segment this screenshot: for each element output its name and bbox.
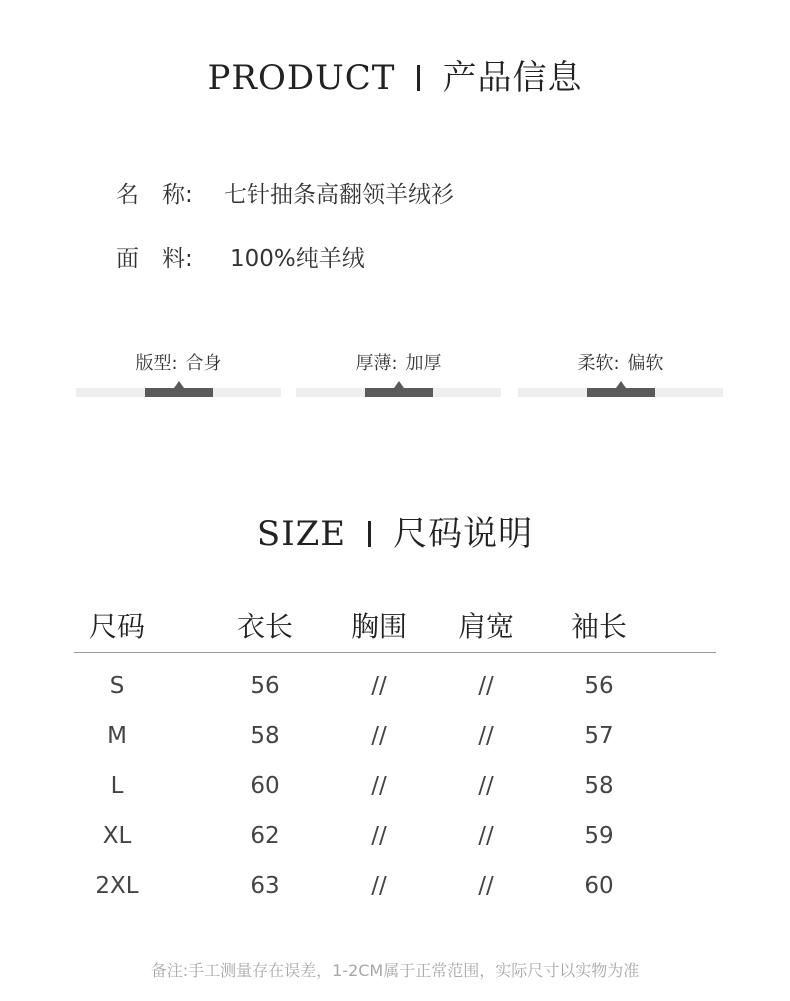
attribute-text xyxy=(518,350,723,378)
attribute-value: 加厚 xyxy=(405,353,442,374)
attribute-indicator xyxy=(587,388,655,397)
attribute-track xyxy=(296,388,501,397)
table-row xyxy=(74,661,716,711)
info-row-fabric xyxy=(116,240,365,273)
attribute-thickness xyxy=(296,350,501,397)
table-cell: // xyxy=(478,673,494,699)
attribute-value: 合身 xyxy=(185,353,222,374)
info-value: 七针抽条高翻领羊绒衫 xyxy=(224,182,454,208)
info-label: 面 料: xyxy=(116,246,193,272)
attribute-track xyxy=(518,388,723,397)
attribute-value: 偏软 xyxy=(627,353,664,374)
table-cell: 57 xyxy=(584,723,614,749)
title-divider xyxy=(417,65,420,91)
table-cell: XL xyxy=(102,823,132,849)
product-section-title xyxy=(0,50,790,99)
info-value: 100%纯羊绒 xyxy=(230,246,365,272)
table-cell: 60 xyxy=(250,773,280,799)
header-cell: 胸围 xyxy=(350,610,407,643)
header-cell: 衣长 xyxy=(236,610,293,643)
info-label: 名 称: xyxy=(116,182,193,208)
info-row-name xyxy=(116,176,454,209)
attribute-softness xyxy=(518,350,723,397)
table-cell: 2XL xyxy=(95,873,139,899)
table-cell: 58 xyxy=(250,723,280,749)
table-cell: // xyxy=(371,673,387,699)
table-cell: 58 xyxy=(584,773,614,799)
table-cell: L xyxy=(110,773,124,799)
attribute-fit xyxy=(76,350,281,397)
table-row xyxy=(74,861,716,911)
table-header xyxy=(74,598,716,653)
table-cell: 60 xyxy=(584,873,614,899)
product-title-cn: 产品信息 xyxy=(442,58,583,98)
size-section-title xyxy=(0,506,790,555)
table-cell: 62 xyxy=(250,823,280,849)
attribute-text xyxy=(76,350,281,378)
header-cell: 肩宽 xyxy=(457,610,514,643)
table-row xyxy=(74,761,716,811)
header-cell: 袖长 xyxy=(570,610,627,643)
table-cell: // xyxy=(371,723,387,749)
size-title-en: SIZE xyxy=(256,514,347,554)
size-title-cn: 尺码说明 xyxy=(393,514,534,554)
table-cell: 56 xyxy=(250,673,280,699)
attribute-text xyxy=(296,350,501,378)
table-cell: M xyxy=(107,723,127,749)
table-cell: S xyxy=(109,673,125,699)
table-cell: // xyxy=(371,873,387,899)
attribute-indicator xyxy=(145,388,213,397)
measurement-note: 备注:手工测量存在误差，1-2CM属于正常范围，实际尺寸以实物为准 xyxy=(150,961,640,980)
attribute-label: 厚薄: xyxy=(355,353,398,374)
size-table xyxy=(74,598,716,911)
table-row xyxy=(74,811,716,861)
attribute-indicator xyxy=(365,388,433,397)
table-cell: // xyxy=(478,723,494,749)
table-cell: // xyxy=(478,873,494,899)
attribute-label: 柔软: xyxy=(577,353,620,374)
title-divider xyxy=(368,521,371,547)
table-cell: // xyxy=(478,823,494,849)
attribute-label: 版型: xyxy=(135,353,178,374)
table-cell: // xyxy=(371,823,387,849)
table-row xyxy=(74,711,716,761)
table-cell: 56 xyxy=(584,673,614,699)
header-cell: 尺码 xyxy=(88,610,145,643)
table-cell: 59 xyxy=(584,823,614,849)
product-title-en: PRODUCT xyxy=(207,58,396,98)
table-cell: // xyxy=(478,773,494,799)
attribute-track xyxy=(76,388,281,397)
table-cell: // xyxy=(371,773,387,799)
table-cell: 63 xyxy=(250,873,280,899)
